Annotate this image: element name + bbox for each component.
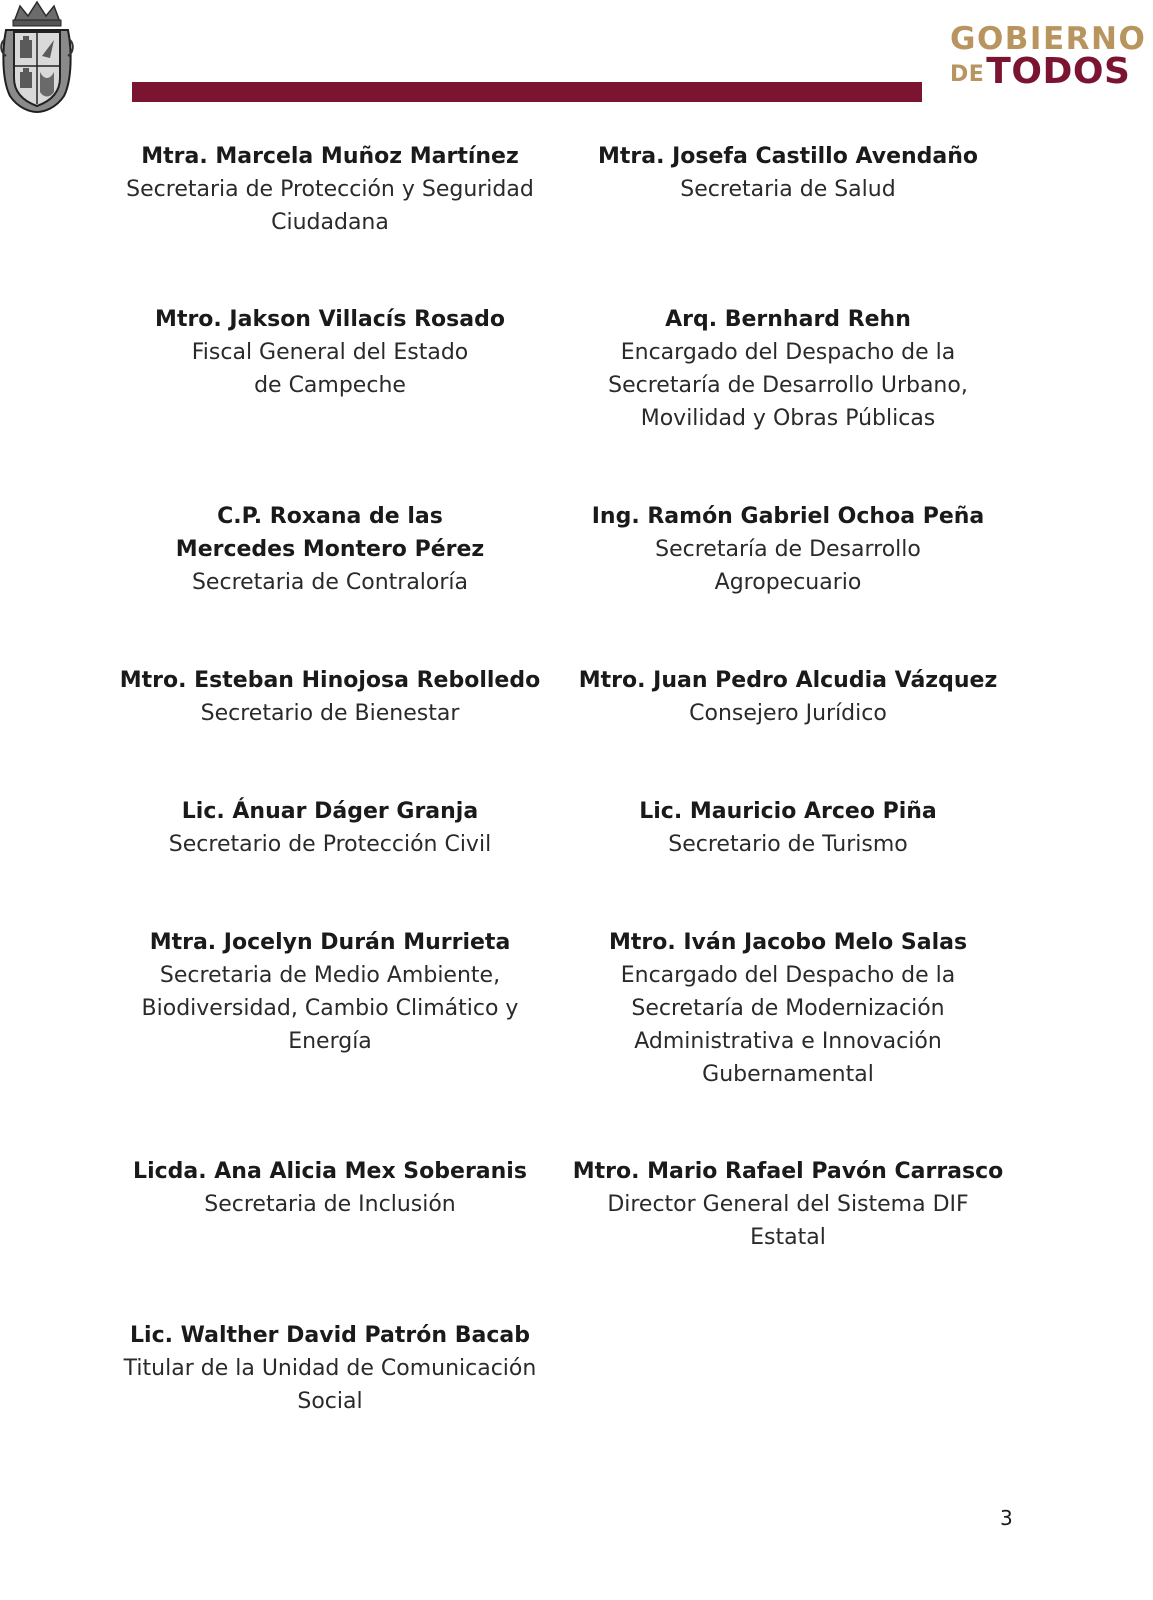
official-name: Mtro. Juan Pedro Alcudia Vázquez xyxy=(578,668,998,693)
official-title: Secretaría de Desarrollo Agropecuario xyxy=(655,537,921,595)
official-title: Secretaria de Salud xyxy=(680,177,896,202)
official-block xyxy=(95,795,565,861)
official-title: Secretaria de Protección y Seguridad Ciudadana xyxy=(126,177,534,235)
official-name: Mtra. Josefa Castillo Avendaño xyxy=(597,144,979,169)
official-name: Mtro. Jakson Villacís Rosado xyxy=(155,307,505,332)
logo-todos: TODOS xyxy=(986,51,1131,92)
logo-de: DE xyxy=(950,62,985,87)
official-name: Ing. Ramón Gabriel Ochoa Peña xyxy=(591,504,985,529)
official-name: Lic. Ánuar Dáger Granja xyxy=(181,799,479,824)
official-block xyxy=(553,303,1023,435)
official-block xyxy=(95,303,565,402)
official-name: Arq. Bernhard Rehn xyxy=(665,307,911,332)
official-block xyxy=(95,1155,565,1221)
official-name: Licda. Ana Alicia Mex Soberanis xyxy=(133,1159,527,1184)
official-title: Fiscal General del Estado de Campeche xyxy=(191,340,469,398)
official-title: Secretaria de Medio Ambiente, Biodiversidad, Cambio Climático y Energía xyxy=(141,963,519,1054)
official-block xyxy=(95,1319,565,1418)
official-name: Mtra. Marcela Muñoz Martínez xyxy=(141,144,519,169)
official-title: Secretario de Bienestar xyxy=(200,701,460,726)
official-block xyxy=(553,926,1023,1091)
official-title: Secretaria de Contraloría xyxy=(191,570,469,595)
official-title: Secretaria de Inclusión xyxy=(204,1192,456,1217)
official-title: Director General del Sistema DIF Estatal xyxy=(607,1192,969,1250)
logo-line1: GOBIERNO xyxy=(950,21,1147,57)
official-block xyxy=(553,140,1023,206)
official-name: Mtro. Mario Rafael Pavón Carrasco xyxy=(572,1159,1004,1184)
official-title: Encargado del Despacho de la Secretaría de Desarrollo Urbano, Movilidad y Obras Públicas xyxy=(608,340,968,431)
official-block xyxy=(553,500,1023,599)
official-block xyxy=(553,795,1023,861)
official-title: Titular de la Unidad de Comunicación Social xyxy=(123,1356,537,1414)
official-title: Encargado del Despacho de la Secretaría de Modernización Administrativa e Innovación Gubernamental xyxy=(620,963,956,1087)
official-block xyxy=(95,140,565,239)
official-block xyxy=(553,1155,1023,1254)
official-title: Consejero Jurídico xyxy=(689,701,887,726)
page-number: 3 xyxy=(1000,1506,1013,1530)
official-block xyxy=(95,500,565,599)
official-title: Secretario de Turismo xyxy=(668,832,908,857)
official-name: Mtra. Jocelyn Durán Murrieta xyxy=(149,930,511,955)
official-name: Mtro. Esteban Hinojosa Rebolledo xyxy=(119,668,541,693)
official-block xyxy=(95,664,565,730)
official-title: Secretario de Protección Civil xyxy=(168,832,492,857)
official-block xyxy=(95,926,565,1058)
official-block xyxy=(553,664,1023,730)
official-name: Lic. Mauricio Arceo Piña xyxy=(639,799,937,824)
official-name: Mtro. Iván Jacobo Melo Salas xyxy=(608,930,968,955)
official-name: Lic. Walther David Patrón Bacab xyxy=(130,1323,530,1348)
official-name: C.P. Roxana de las Mercedes Montero Pérez xyxy=(175,504,485,562)
